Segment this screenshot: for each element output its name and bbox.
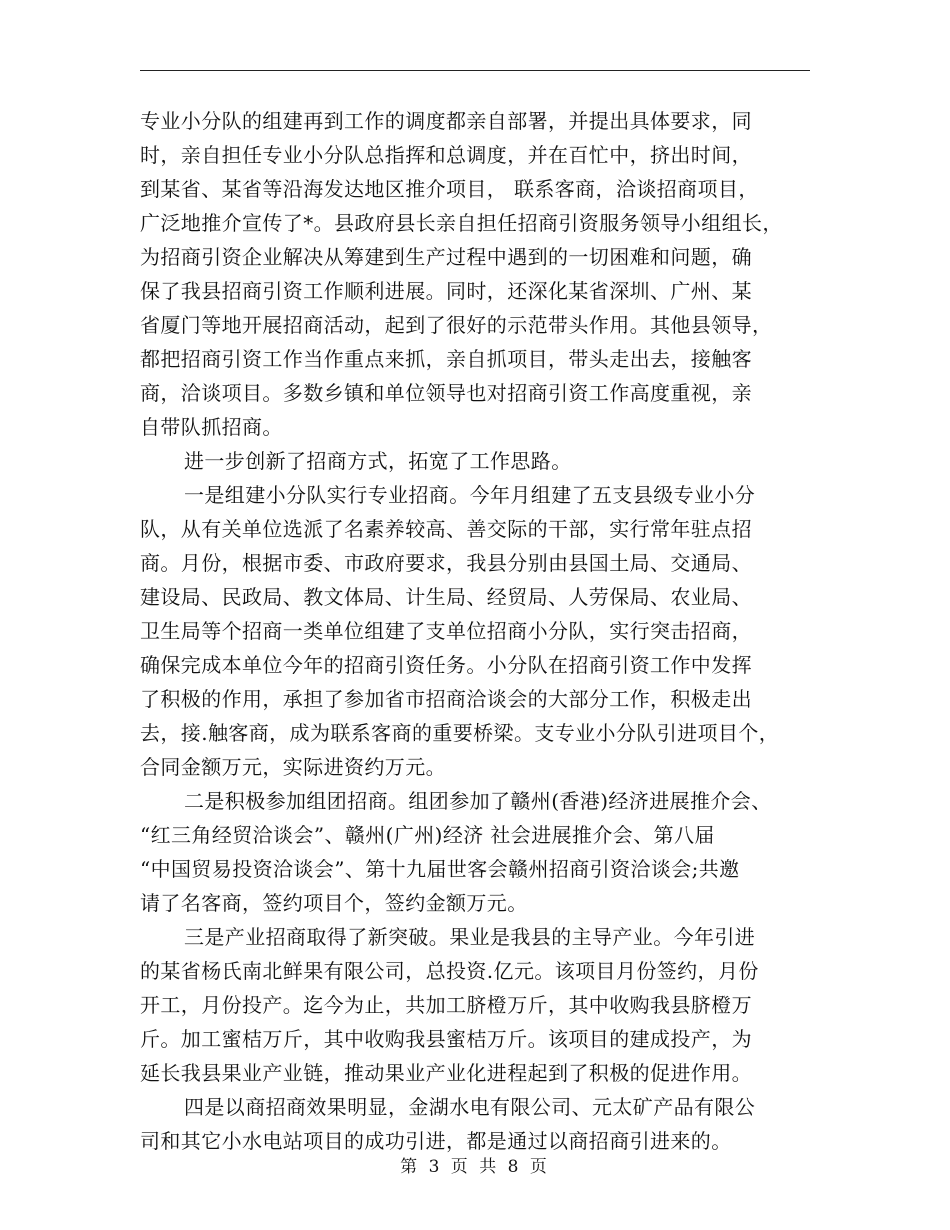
text-line: 都把招商引资工作当作重点来抓，亲自抓项目，带头走出去，接触客 (140, 347, 752, 371)
text-line: 进一步创新了招商方式，拓宽了工作思路。 (184, 449, 572, 473)
text-line: 三是产业招商取得了新突破。果业是我县的主导产业。今年引进 (184, 925, 756, 949)
text-line: 为招商引资企业解决从筹建到生产过程中遇到的一切困难和问题，确 (140, 245, 752, 269)
text-line: 请了名客商，签约项目个，签约金额万元。 (140, 891, 528, 915)
text-line: 的某省杨氏南北鲜果有限公司，总投资.亿元。该项目月份签约，月份 (140, 959, 759, 983)
text-line: 专业小分队的组建再到工作的调度都亲自部署，并提出具体要求，同 (140, 109, 752, 133)
text-line: 二是积极参加组团招商。组团参加了赣州(香港)经济进展推介会、 (184, 789, 772, 813)
text-line: 建设局、民政局、教文体局、计生局、经贸局、人劳保局、农业局、 (140, 585, 752, 609)
text-line: 斤。加工蜜桔万斤，其中收购我县蜜桔万斤。该项目的建成投产，为 (140, 1027, 752, 1051)
header-rule (140, 70, 810, 71)
text-line: 四是以商招商效果明显，金湖水电有限公司、元太矿产品有限公 (184, 1095, 756, 1119)
text-line: 商，洽谈项目。多数乡镇和单位领导也对招商引资工作高度重视，亲 (140, 381, 752, 405)
text-line: 司和其它小水电站项目的成功引进，都是通过以商招商引进来的。 (140, 1129, 732, 1153)
page-footer: 第 3 页 共 8 页 (400, 1157, 550, 1177)
text-line: 了积极的作用，承担了参加省市招商洽谈会的大部分工作，积极走出 (140, 687, 752, 711)
text-line: 自带队抓招商。 (140, 415, 283, 439)
text-line: 广泛地推介宣传了*。县政府县长亲自担任招商引资服务领导小组组长， (140, 211, 783, 235)
text-line: 队，从有关单位选派了名素养较高、善交际的干部，实行常年驻点招 (140, 517, 752, 541)
text-line: 商。月份，根据市委、市政府要求，我县分别由县国土局、交通局、 (140, 551, 752, 575)
text-line: “中国贸易投资洽谈会”、第十九届世客会赣州招商引资洽谈会;共邀 (140, 857, 740, 881)
text-line: 开工，月份投产。迄今为止，共加工脐橙万斤，其中收购我县脐橙万 (140, 993, 752, 1017)
text-line: 保了我县招商引资工作顺利进展。同时，还深化某省深圳、广州、某 (140, 279, 752, 303)
text-line: 时，亲自担任专业小分队总指挥和总调度，并在百忙中，挤出时间， (140, 143, 752, 167)
text-line: 到某省、某省等沿海发达地区推介项目， 联系客商，洽谈招商项目， (140, 177, 759, 201)
body-text (140, 104, 815, 1158)
text-line: 确保完成本单位今年的招商引资任务。小分队在招商引资工作中发挥 (140, 653, 752, 677)
text-line: 去，接.触客商，成为联系客商的重要桥梁。支专业小分队引进项目个， (140, 721, 780, 745)
text-line: 合同金额万元，实际进资约万元。 (140, 755, 446, 779)
text-line: 延长我县果业产业链，推动果业产业化进程起到了积极的促进作用。 (140, 1061, 752, 1085)
text-line: 卫生局等个招商一类单位组建了支单位招商小分队，实行突击招商， (140, 619, 752, 643)
text-line: 省厦门等地开展招商活动，起到了很好的示范带头作用。其他县领导， (140, 313, 773, 337)
text-line: “红三角经贸洽谈会”、赣州(广州)经济 社会进展推介会、第八届 (140, 823, 715, 847)
text-line: 一是组建小分队实行专业招商。今年月组建了五支县级专业小分 (184, 483, 756, 507)
